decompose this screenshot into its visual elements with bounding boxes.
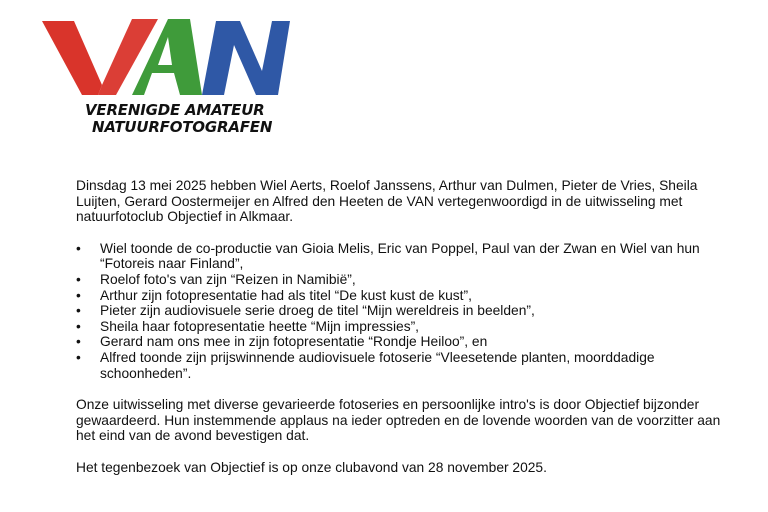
bullet-icon: • (76, 303, 81, 319)
intro-paragraph: Dinsdag 13 mei 2025 hebben Wiel Aerts, Roelof Janssens, Arthur van Dulmen, Pieter de Vries, Sheila Luijten, Gerard Oostermeijer en Alfred den Heeten de VAN vertegenwoordigd in de uitwisseling met natuurfotoclub Objectief in Alkmaar. (76, 178, 698, 225)
presentations-list (76, 241, 736, 381)
list-item (76, 272, 736, 288)
logo-text-line-2: NATUURFOTOGRAFEN (92, 118, 273, 136)
bullet-icon: • (76, 318, 81, 334)
logo-text-line-1: VERENIGDE AMATEUR (85, 101, 265, 119)
list-item (76, 319, 736, 335)
list-item (76, 303, 736, 319)
article-body (76, 178, 736, 492)
list-item (76, 350, 736, 381)
return-visit-paragraph: Het tegenbezoek van Objectief is op onze clubavond van 28 november 2025. (76, 459, 547, 475)
list-item-text: Roelof foto's van zijn “Reizen in Namibië”, (100, 271, 356, 287)
list-item-text: Alfred toonde zijn prijswinnende audiovisuele fotoserie “Vleesetende planten, moorddadige schoonheden”. (100, 349, 655, 381)
list-item (76, 288, 736, 304)
bullet-icon: • (76, 334, 81, 350)
bullet-icon: • (76, 287, 81, 303)
bullet-icon: • (76, 240, 81, 256)
list-item (76, 334, 736, 350)
bullet-icon: • (76, 349, 81, 365)
list-item-text: Arthur zijn fotopresentatie had als titel “De kust kust de kust”, (100, 287, 472, 303)
list-item-text: Pieter zijn audiovisuele serie droeg de titel “Mijn wereldreis in beelden”, (100, 303, 535, 319)
logo-letter-n (202, 21, 290, 95)
evaluation-paragraph: Onze uitwisseling met diverse gevarieerde fotoseries en persoonlijke intro's is door Objectief bijzonder gewaardeerd. Hun instemmende applaus na ieder optreden en de lovende woorden van de voorzitter aan het eind van de avond bevestigen dat. (76, 397, 721, 444)
list-item-text: Sheila haar fotopresentatie heette “Mijn impressies”, (100, 318, 420, 334)
bullet-icon: • (76, 271, 81, 287)
list-item-text: Wiel toonde de co-productie van Gioia Melis, Eric van Poppel, Paul van der Zwan en Wiel van hun “Fotoreis naar Finland”, (100, 240, 700, 272)
van-logo-letters-graphic (40, 15, 290, 101)
list-item (76, 241, 736, 272)
list-item-text: Gerard nam ons mee in zijn fotopresentatie “Rondje Heiloo”, en (100, 334, 488, 350)
